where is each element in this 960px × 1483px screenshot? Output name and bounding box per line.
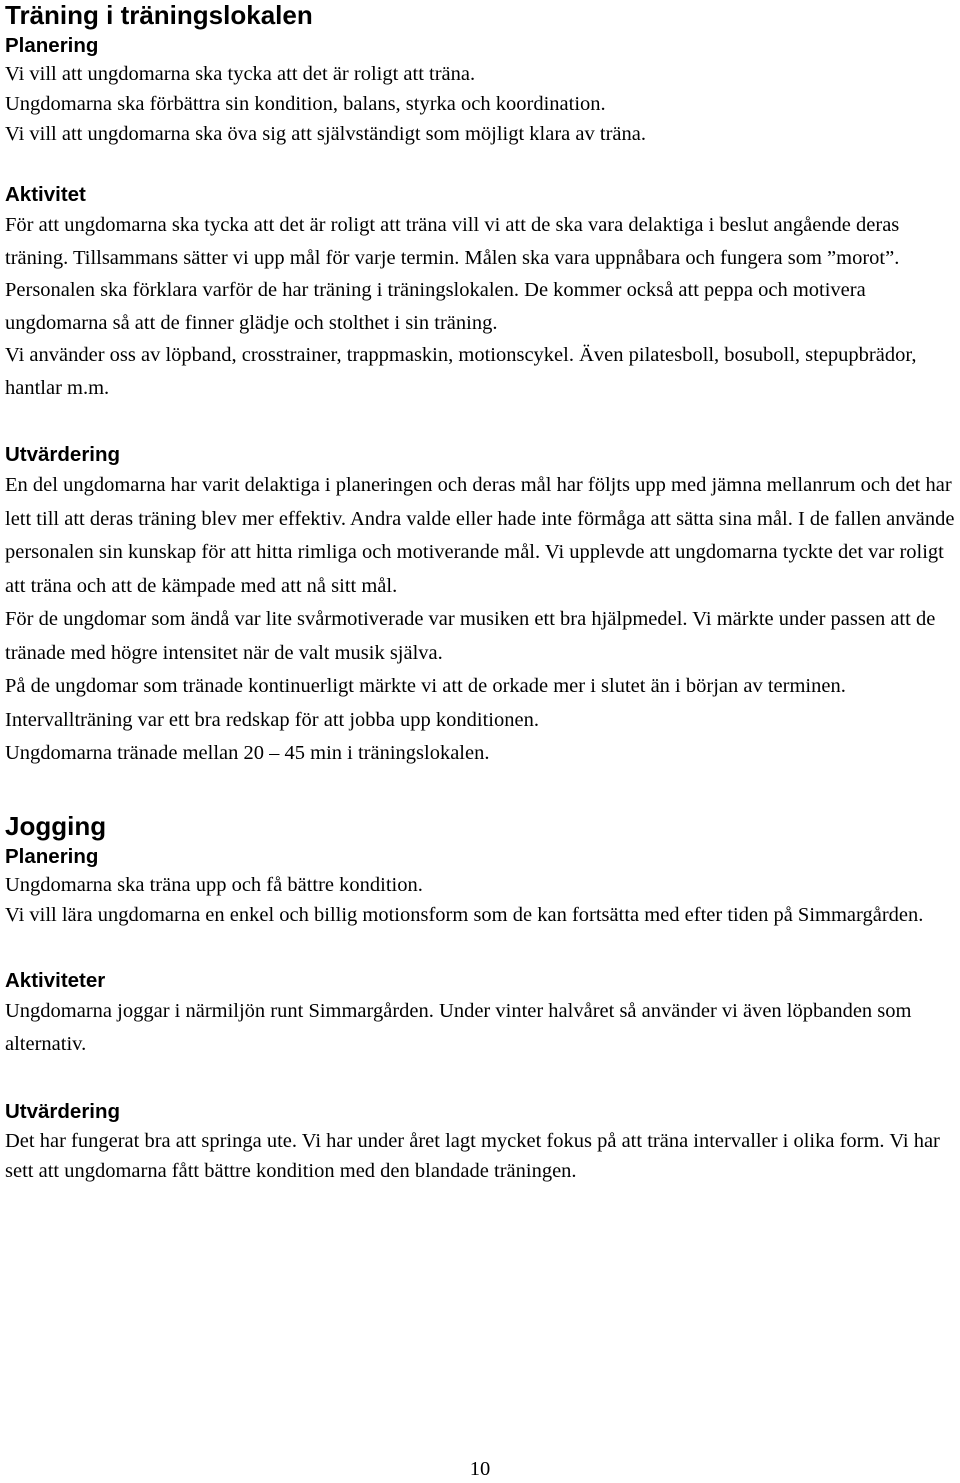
- subheading-aktivitet: Aktivitet: [5, 183, 86, 206]
- paragraph: För de ungdomar som ändå var lite svårmotiverade var musiken ett bra hjälpmedel. Vi märkte under passen att de tränade med högre intensitet när de valt musik själva.: [5, 608, 936, 664]
- paragraph: För att ungdomarna ska tycka att det är roligt att träna vill vi att de ska vara delaktiga i beslut angående deras träning. Tillsammans sätter vi upp mål för varje termin. Målen ska vara uppnåbara och fungera som ”morot”. Personalen ska förklara varför de har träning i träningslokalen. De kommer också att peppa och motivera ungdomarna så att de finner glädje och stolthet i sin träning.: [5, 214, 900, 334]
- section-title: Jogging: [5, 810, 107, 841]
- subheading-utvardering: Utvärdering: [5, 1099, 121, 1123]
- planering-block: [5, 33, 957, 149]
- aktiviteter-block: [5, 968, 957, 1061]
- planering-line: Ungdomarna ska förbättra sin kondition, balans, styrka och koordination.: [5, 93, 606, 115]
- page-number: 10: [469, 1458, 491, 1480]
- paragraph: Ungdomarna tränade mellan 20 – 45 min i träningslokalen.: [5, 742, 490, 764]
- section-jogging: [5, 811, 957, 1186]
- paragraph: Vi använder oss av löpband, crosstrainer, trappmaskin, motionscykel. Även pilatesboll, bosuboll, stepupbrädor, hantlar m.m.: [5, 344, 917, 399]
- paragraph: En del ungdomarna har varit delaktiga i planeringen och deras mål har följts upp med jämna mellanrum och det har lett till att deras träning blev mer effektiv. Andra valde eller hade inte förmåga att sätta sina mål. I de fallen använde personalen sin kunskap för att hitta rimliga och motiverande mål. Vi upplevde att ungdomarna tyckte det var roligt att träna och att de kämpade med att nå sitt mål.: [5, 474, 955, 597]
- paragraph: Ungdomarna joggar i närmiljön runt Simmargården. Under vinter halvåret så använder vi även löpbanden som alternativ.: [5, 999, 912, 1055]
- utvardering-block: [5, 1099, 957, 1186]
- paragraph: På de ungdomar som tränade kontinuerligt märkte vi att de orkade mer i slutet än i början av terminen.: [5, 675, 846, 697]
- subheading-aktiviteter: Aktiviteter: [5, 968, 106, 992]
- aktivitet-block: [5, 182, 957, 404]
- subheading-planering: Planering: [5, 844, 99, 868]
- planering-line: Vi vill lära ungdomarna en enkel och billig motionsform som de kan fortsätta med efter tiden på Simmargården.: [5, 903, 924, 926]
- section-traning: [5, 0, 957, 771]
- paragraph: Det har fungerat bra att springa ute. Vi har under året lagt mycket fokus på att träna intervaller i olika form. Vi har sett att ungdomarna fått bättre kondition med den blandade träningen.: [5, 1129, 940, 1182]
- planering-block: [5, 844, 957, 930]
- document-page: [5, 0, 957, 1186]
- section-title: Träning i träningslokalen: [5, 0, 313, 30]
- subheading-utvardering: Utvärdering: [5, 443, 121, 466]
- planering-line: Vi vill att ungdomarna ska öva sig att självständigt som möjligt klara av träna.: [5, 123, 646, 145]
- planering-line: Ungdomarna ska träna upp och få bättre kondition.: [5, 873, 423, 896]
- subheading-planering: Planering: [5, 34, 99, 57]
- paragraph: Intervallträning var ett bra redskap för att jobba upp konditionen.: [5, 708, 539, 731]
- utvardering-block: [5, 442, 957, 771]
- planering-line: Vi vill att ungdomarna ska tycka att det är roligt att träna.: [5, 63, 476, 85]
